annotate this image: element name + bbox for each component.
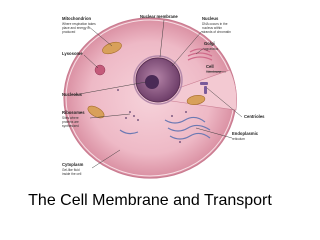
label-golgi: Golgi apparatus [204, 41, 219, 51]
label-lysosome: Lysosome [62, 51, 83, 56]
label-cell-membrane: Cell membrane [206, 64, 222, 74]
label-nucleus: Nucleus DNA occurs in the nucleus within strands of chromatin [202, 16, 231, 34]
label-mitochondrion: Mitochondrion Where respiration takes place and energy is produced [62, 16, 96, 34]
label-cytoplasm: Cytoplasm Gel-like fluid inside the cell [62, 162, 84, 176]
label-ribosomes: Ribosomes Sites where proteins are synthesized [62, 110, 85, 128]
slide-title: The Cell Membrane and Transport [28, 192, 272, 209]
nucleolus [145, 75, 159, 89]
label-centrioles: Centrioles [244, 114, 265, 119]
label-endoplasmic-reticulum: Endoplasmic reticulum [232, 131, 259, 141]
label-nucleolus: Nucleolus [62, 92, 83, 97]
label-nuclear-membrane: Nuclear membrane [140, 14, 178, 19]
